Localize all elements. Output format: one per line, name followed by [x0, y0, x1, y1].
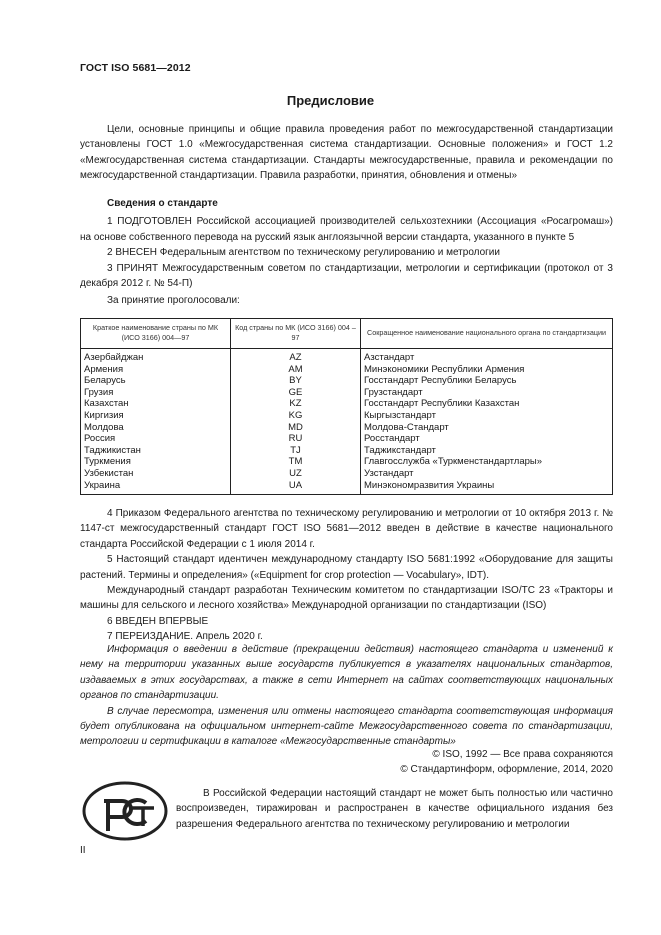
item-6: 6 ВВЕДЕН ВПЕРВЫЕ — [107, 615, 209, 627]
cell-code: KZ — [231, 398, 361, 410]
col-header-body: Сокращенное наименование национального органа по стандартизации — [361, 319, 613, 349]
info-paragraph-2: В случае пересмотра, изменения или отмены настоящего стандарта соответствующая информация будет опубликована на официальном интернет-сайте Межгосударственного совета по стандартизации, метрологии и сертификации в каталоге «Межгосударственные стандарты» — [80, 705, 613, 748]
countries-table — [80, 318, 613, 495]
cell-code: GE — [231, 387, 361, 399]
cell-body: Кыргызстандарт — [361, 410, 613, 422]
section-heading: Сведения о стандарте — [107, 198, 218, 209]
cell-code: UZ — [231, 468, 361, 480]
cell-body: Молдова-Стандарт — [361, 422, 613, 434]
cell-code: UA — [231, 480, 361, 495]
cell-country: Казахстан — [81, 398, 231, 410]
rst-certification-mark-icon — [80, 780, 170, 842]
item-1: 1 ПОДГОТОВЛЕН Российской ассоциацией производителей сельхозтехники (Ассоциация «Росагромаш») на основе собственного перевода на русский язык англоязычной версии стандарта, указанного в пункте 5 — [80, 216, 613, 243]
table-row — [81, 410, 613, 422]
copyright-publisher: © Стандартинформ, оформление, 2014, 2020 — [400, 764, 613, 775]
cell-country: Таджикистан — [81, 445, 231, 457]
cell-body: Главгосслужба «Туркменстандартлары» — [361, 456, 613, 468]
info-paragraph-1: Информация о введении в действие (прекращении действия) настоящего стандарта и изменений к нему на территории указанных выше государств публикуется в указателях национальных стандартов, издаваемых в этих государствах, а также в сети Интернет на сайтах соответствующих национальных органов по стандартизации. — [80, 644, 613, 702]
cell-country: Туркмения — [81, 456, 231, 468]
table-row — [81, 433, 613, 445]
cell-code: BY — [231, 375, 361, 387]
intro-paragraph: Цели, основные принципы и общие правила проведения работ по межгосударственной стандартизации установлены ГОСТ 1.0 «Межгосударственная система стандартизации. Основные положения» и ГОСТ 1.2 «Межгосударственная система стандартизации. Стандарты межгосударственные, правила и рекомендации по межгосударственной стандартизации. Правила разработки, принятия, обновления и отмены» — [80, 124, 613, 182]
item-2: 2 ВНЕСЕН Федеральным агентством по техническому регулированию и метрологии — [107, 247, 500, 259]
cell-code: AM — [231, 364, 361, 376]
cell-body: Минэкономики Республики Армения — [361, 364, 613, 376]
cell-code: TM — [231, 456, 361, 468]
cell-code: MD — [231, 422, 361, 434]
cell-code: RU — [231, 433, 361, 445]
cell-country: Киргизия — [81, 410, 231, 422]
after-table-block — [80, 506, 613, 645]
cell-body: Минэкономразвития Украины — [361, 480, 613, 495]
item-5-note: Международный стандарт разработан Техническим комитетом по стандартизации ISO/TC 23 «Тракторы и машины для сельского и лесного хозяйства» Международной организации по стандартизации (ISO) — [80, 585, 613, 612]
table-row — [81, 387, 613, 399]
cell-country: Украина — [81, 480, 231, 495]
page-number: II — [80, 845, 86, 856]
standard-info-block — [80, 196, 613, 309]
table-row — [81, 375, 613, 387]
cell-country: Молдова — [81, 422, 231, 434]
col-header-code: Код страны по МК (ИСО 3166) 004 – 97 — [231, 319, 361, 349]
cell-body: Госстандарт Республики Беларусь — [361, 375, 613, 387]
table-row — [81, 480, 613, 495]
table-row — [81, 468, 613, 480]
reproduction-notice — [176, 786, 613, 832]
table-row — [81, 456, 613, 468]
cell-code: KG — [231, 410, 361, 422]
cell-country: Россия — [81, 433, 231, 445]
table-row — [81, 364, 613, 376]
table-row — [81, 422, 613, 434]
cell-country: Узбекистан — [81, 468, 231, 480]
table-row — [81, 349, 613, 364]
cell-country: Армения — [81, 364, 231, 376]
cell-body: Азстандарт — [361, 349, 613, 364]
cell-body: Госстандарт Республики Казахстан — [361, 398, 613, 410]
cell-code: AZ — [231, 349, 361, 364]
cell-country: Азербайджан — [81, 349, 231, 364]
cell-code: TJ — [231, 445, 361, 457]
cell-body: Узстандарт — [361, 468, 613, 480]
cell-body: Грузстандарт — [361, 387, 613, 399]
table-header-row — [81, 319, 613, 349]
table-row — [81, 398, 613, 410]
cell-country: Беларусь — [81, 375, 231, 387]
notice-text: В Российской Федерации настоящий стандарт не может быть полностью или частично воспроизведен, тиражирован и распространен в качестве официального издания без разрешения Федерального агентства по техническому регулированию и метрологии — [176, 788, 613, 830]
item-3: 3 ПРИНЯТ Межгосударственным советом по стандартизации, метрологии и сертификации (протокол от 3 декабря 2012 г. № 54-П) — [80, 262, 613, 290]
item-4: 4 Приказом Федерального агентства по техническому регулированию и метрологии от 10 октября 2013 г. № 1147-ст межгосударственный стандарт ГОСТ ISO 5681—2012 введен в действие в качестве национального стандарта Российской Федерации с 1 июля 2014 г. — [80, 508, 613, 550]
cell-country: Грузия — [81, 387, 231, 399]
preface-block — [80, 122, 613, 184]
document-header: ГОСТ ISO 5681—2012 — [80, 62, 191, 74]
voted-label: За принятие проголосовали: — [107, 295, 240, 307]
item-5: 5 Настоящий стандарт идентичен международному стандарту ISO 5681:1992 «Оборудование для защиты растений. Термины и определения» («Equipment for crop protection — Vocabulary», IDT). — [80, 554, 613, 581]
col-header-country: Краткое наименование страны по МК (ИСО 3166) 004—97 — [81, 319, 231, 349]
page-title: Предисловие — [286, 93, 375, 108]
copyright-iso: © ISO, 1992 — Все права сохраняются — [432, 749, 613, 760]
cell-body: Таджикстандарт — [361, 445, 613, 457]
item-7: 7 ПЕРЕИЗДАНИЕ. Апрель 2020 г. — [107, 631, 263, 643]
info-block — [80, 642, 613, 750]
table-row — [81, 445, 613, 457]
cell-body: Росстандарт — [361, 433, 613, 445]
